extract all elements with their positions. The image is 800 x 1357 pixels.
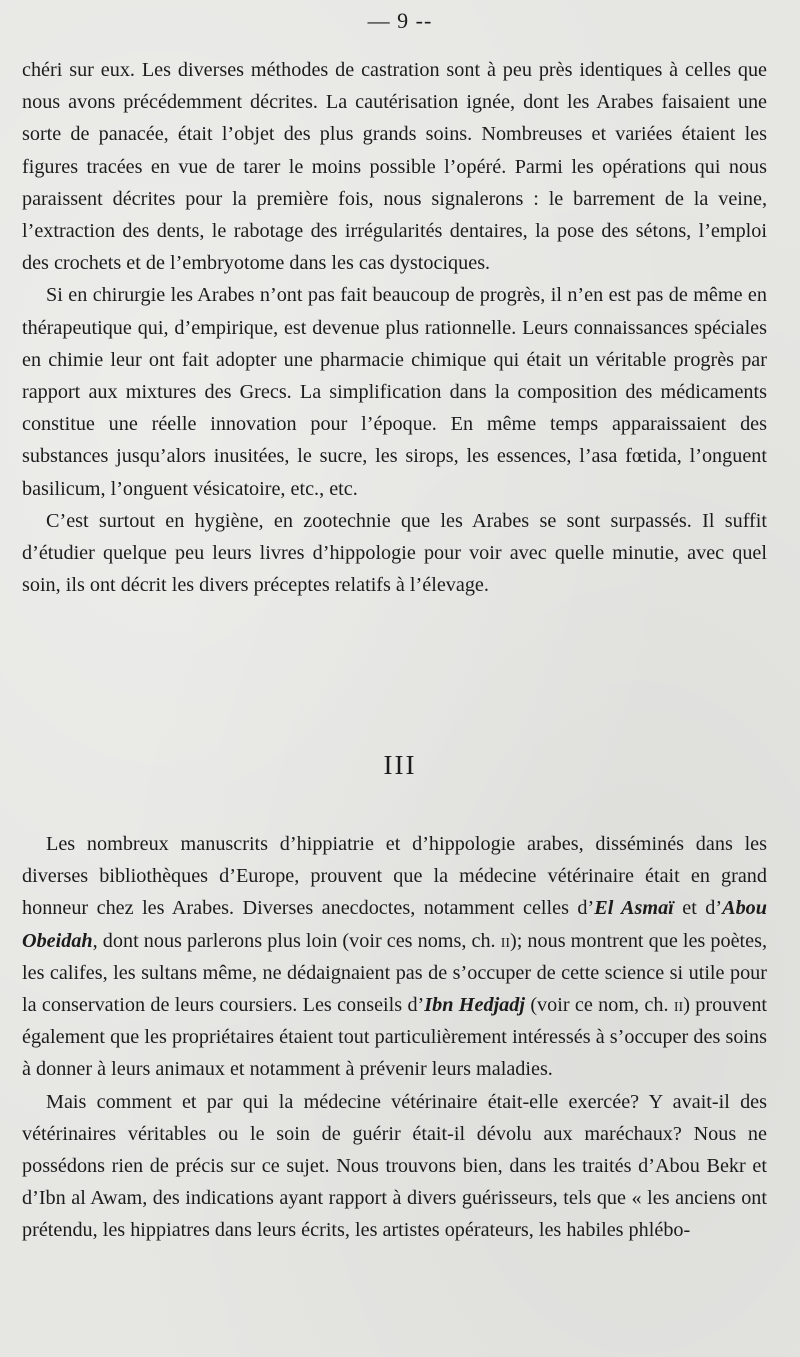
chapter-reference: ii [500,929,511,952]
page-number: — 9 -- [367,8,433,33]
text-fragment: (voir ce nom, ch. [524,994,674,1017]
text-fragment: et d’ [673,897,723,920]
person-name-ibn-hedjadj: Ibn Hedjadj [424,994,525,1017]
section-2-text [22,828,767,1247]
section-1-text [22,54,767,601]
text-fragment: ); nous montrent que les poètes, les califes, les sultans même, ne dédaignaient pas de s’occuper de cette science si utile pour la conservation de leurs coursiers. Les conseils d’ [22,929,767,1017]
paragraph-castration: chéri sur eux. Les diverses méthodes de castration sont à peu près identiques à celles que nous avons précédemment décrites. La cautérisation ignée, dont les Arabes faisaient une sorte de panacée, était l’objet des plus grands soins. Nombreuses et variées étaient les figures tracées en vue de tarer le moins possible l’opéré. Parmi les opérations qui nous paraissent décrites pour la première fois, nous signalerons : le barrement de la veine, l’extraction des dents, le rabotage des irrégularités dentaires, la pose des sétons, l’emploi des crochets et de l’embryotome dans les cas dystociques. [22,59,767,275]
paragraph-hygiene: C’est surtout en hygiène, en zootechnie que les Arabes se sont surpassés. Il suffit d’étudier quelque peu leurs livres d’hippologie pour voir avec quelle minutie, avec quel soin, ils ont décrit les divers préceptes relatifs à l’élevage. [22,509,767,597]
paragraph-manuscrits [22,828,767,1086]
paragraph-veterinaires: Mais comment et par qui la médecine vétérinaire était-elle exercée? Y avait-il des vétérinaires véritables ou le soin de guérir était-il dévolu aux maréchaux? Nous ne possédons rien de précis sur ce sujet. Nous trouvons bien, dans les traités d’Abou Bekr et d’Ibn al Awam, des indications ayant rapport à divers guérisseurs, tels que « les anciens ont prétendu, les hippiatres dans leurs écrits, les artistes opérateurs, les habiles phlébo- [22,1090,767,1242]
text-fragment: , dont nous parlerons plus loin (voir ces noms, ch. [92,929,501,952]
person-name-el-asmai: El Asmaï [594,897,674,920]
text-fragment: Les nombreux manuscrits d’hippiatrie et d’hippologie arabes, disséminés dans les diverses bibliothèques d’Europe, prouvent que la médecine vétérinaire était en grand honneur chez les Arabes. Diverses anecdoctes, notamment celles d’ [22,833,767,920]
person-name-abou-obeidah: Abou Obeidah [22,897,767,952]
section-heading: III [383,750,417,780]
text-fragment: ) prouvent également que les propriétaires étaient tout particulièrement intéressés à s’occuper des soins à donner à leurs animaux et notamment à prévenir leurs maladies. [22,994,768,1081]
chapter-reference: ii [673,994,684,1017]
paragraph-therapeutique: Si en chirurgie les Arabes n’ont pas fait beaucoup de progrès, il n’en est pas de même en thérapeutique qui, d’empirique, est devenue plus rationnelle. Leurs connaissances spéciales en chimie leur ont fait adopter une pharmacie chimique qui était un véritable progrès par rapport aux mixtures des Grecs. La simplification dans la composition des médicaments constitue une réelle innovation pour l’époque. En même temps apparaissaient des substances jusqu’alors inusitées, le sucre, les sirops, les essences, l’asa fœtida, l’onguent basilicum, l’onguent vésicatoire, etc., etc. [22,284,767,500]
